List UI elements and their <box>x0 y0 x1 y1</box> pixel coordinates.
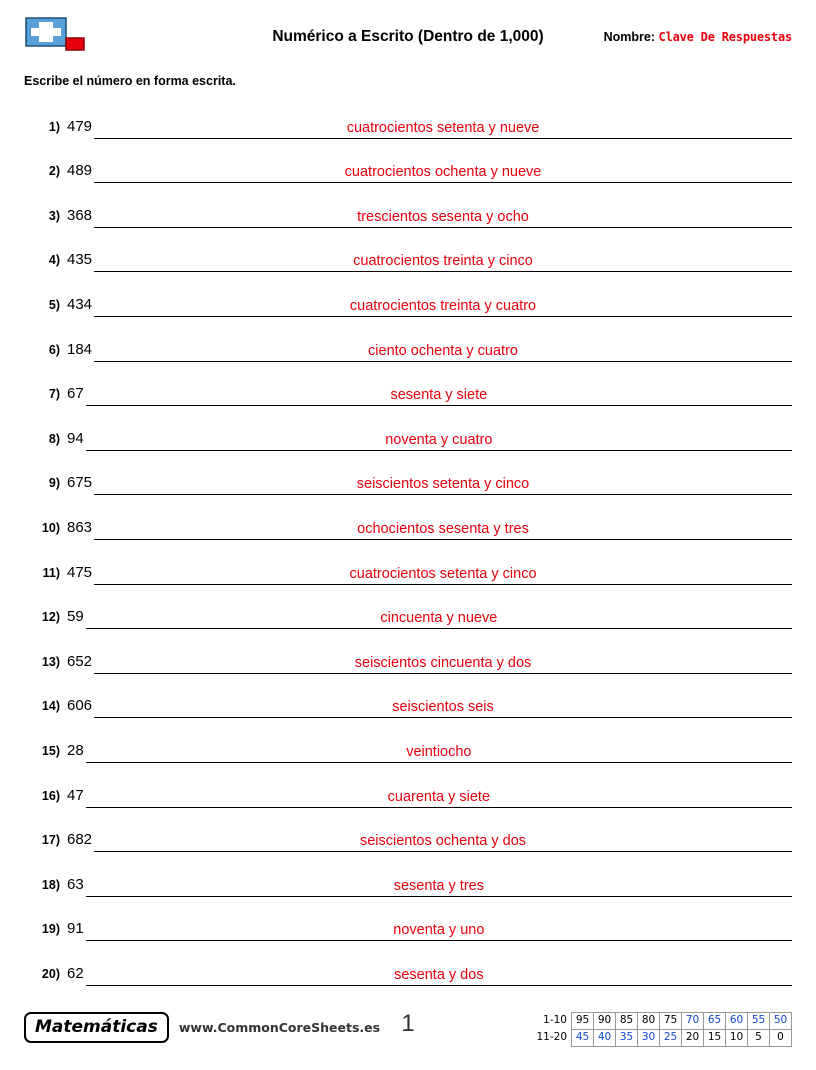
problem-row <box>30 763 792 808</box>
answer-text: seiscientos setenta y cinco <box>356 476 530 493</box>
answer-text: ochocientos sesenta y tres <box>357 520 529 537</box>
problem-row <box>30 852 792 897</box>
problem-value: 184 <box>67 340 93 358</box>
scale-cell: 50 <box>770 1013 792 1030</box>
scale-cell: 80 <box>638 1013 660 1030</box>
answer-text: cuatrocientos ochenta y nueve <box>344 164 542 181</box>
answer-line[interactable] <box>86 918 792 941</box>
answer-line[interactable] <box>86 785 792 808</box>
page-footer <box>24 1010 792 1056</box>
name-value: Clave De Respuestas <box>658 30 792 44</box>
problem-number: 11) <box>42 565 60 580</box>
problem-row <box>30 897 792 942</box>
problem-row <box>30 674 792 719</box>
page-title: Numérico a Escrito (Dentro de 1,000) <box>272 28 544 45</box>
problem-number: 20) <box>41 966 60 981</box>
problem-value: 652 <box>67 652 93 670</box>
scale-cell: 65 <box>704 1013 726 1030</box>
answer-line[interactable] <box>86 874 792 897</box>
answer-text: cuarenta y siete <box>387 788 491 805</box>
answer-text: cincuenta y nueve <box>380 610 498 627</box>
problem-value: 59 <box>67 608 84 626</box>
problem-value: 368 <box>67 206 93 224</box>
problem-value: 67 <box>67 385 84 403</box>
problem-row <box>30 228 792 273</box>
answer-text: cuatrocientos treinta y cuatro <box>349 297 537 314</box>
answer-text: noventa y cuatro <box>385 431 493 448</box>
problem-value: 479 <box>67 117 93 135</box>
scale-cell: 30 <box>638 1030 660 1047</box>
scale-cell: 60 <box>726 1013 748 1030</box>
problem-value: 91 <box>67 920 84 938</box>
problem-row <box>30 808 792 853</box>
grading-scale-table <box>533 1012 792 1047</box>
answer-text: seiscientos ochenta y dos <box>359 833 527 850</box>
answer-line[interactable] <box>94 249 792 272</box>
worksheet-page <box>0 14 816 1070</box>
answer-text: cuatrocientos setenta y nueve <box>346 119 540 136</box>
answer-line[interactable] <box>86 383 792 406</box>
problem-number: 10) <box>41 520 60 535</box>
problem-value: 434 <box>67 295 93 313</box>
scale-cell: 15 <box>704 1030 726 1047</box>
problem-value: 475 <box>67 563 93 581</box>
problem-row <box>30 139 792 184</box>
problem-value: 62 <box>67 964 84 982</box>
scale-cell: 0 <box>770 1030 792 1047</box>
answer-text: sesenta y siete <box>390 387 488 404</box>
answer-text: sesenta y dos <box>394 966 484 983</box>
table-row <box>533 1013 791 1030</box>
answer-line[interactable] <box>94 160 792 183</box>
problem-row <box>30 718 792 763</box>
problem-value: 94 <box>67 429 84 447</box>
scale-cell: 95 <box>572 1013 594 1030</box>
problem-number: 1) <box>48 119 60 134</box>
scale-cell: 35 <box>616 1030 638 1047</box>
page-header <box>24 14 792 72</box>
problem-number: 9) <box>48 476 60 491</box>
problem-row <box>30 585 792 630</box>
name-label: Nombre: <box>603 30 656 44</box>
answer-text: ciento ochenta y cuatro <box>368 342 518 359</box>
problem-number: 17) <box>41 833 60 848</box>
problem-number: 18) <box>41 877 60 892</box>
answer-text: cuatrocientos setenta y cinco <box>349 565 537 582</box>
answer-line[interactable] <box>86 963 792 986</box>
name-field <box>604 30 792 44</box>
scale-cell: 85 <box>616 1013 638 1030</box>
scale-row-label: 1-10 <box>543 1014 567 1026</box>
problem-number: 8) <box>48 431 60 446</box>
answer-line[interactable] <box>94 339 792 362</box>
answer-text: veintiocho <box>406 743 472 760</box>
problem-row <box>30 451 792 496</box>
answer-text: noventa y uno <box>393 922 485 939</box>
problem-row <box>30 272 792 317</box>
problem-row <box>30 183 792 228</box>
scale-cell: 5 <box>748 1030 770 1047</box>
answer-line[interactable] <box>94 829 792 852</box>
answer-line[interactable] <box>94 517 792 540</box>
problem-value: 863 <box>67 518 93 536</box>
problem-list <box>30 94 792 986</box>
brand-name: Matemáticas <box>24 1012 169 1043</box>
problem-number: 13) <box>41 654 60 669</box>
problem-number: 4) <box>48 253 60 268</box>
scale-cell: 55 <box>748 1013 770 1030</box>
problem-value: 606 <box>67 697 93 715</box>
instructions: Escribe el número en forma escrita. <box>24 74 236 88</box>
page-number: 1 <box>401 1010 415 1037</box>
scale-cell: 10 <box>726 1030 748 1047</box>
problem-row <box>30 941 792 986</box>
answer-line[interactable] <box>86 740 792 763</box>
scale-cell: 20 <box>682 1030 704 1047</box>
answer-text: seiscientos seis <box>392 699 494 716</box>
answer-text: trescientos sesenta y ocho <box>357 208 529 225</box>
answer-line[interactable] <box>94 695 792 718</box>
problem-number: 7) <box>48 387 60 402</box>
scale-row-label: 11-20 <box>536 1031 567 1044</box>
answer-text: sesenta y tres <box>393 877 484 894</box>
scale-cell: 75 <box>660 1013 682 1030</box>
problem-number: 6) <box>48 342 60 357</box>
answer-text: seiscientos cincuenta y dos <box>354 654 532 671</box>
scale-cell: 40 <box>594 1030 616 1047</box>
problem-number: 14) <box>41 699 60 714</box>
problem-number: 12) <box>41 610 60 625</box>
problem-row <box>30 94 792 139</box>
problem-number: 19) <box>41 922 60 937</box>
answer-line[interactable] <box>86 428 792 451</box>
problem-value: 682 <box>67 831 93 849</box>
scale-cell: 45 <box>572 1030 594 1047</box>
problem-value: 63 <box>67 875 84 893</box>
problem-row <box>30 629 792 674</box>
problem-row <box>30 540 792 585</box>
answer-line[interactable] <box>94 116 792 139</box>
problem-number: 3) <box>48 208 60 223</box>
scale-cell: 25 <box>660 1030 682 1047</box>
answer-text: cuatrocientos treinta y cinco <box>353 253 533 270</box>
answer-line[interactable] <box>94 651 792 674</box>
problem-number: 16) <box>41 788 60 803</box>
answer-line[interactable] <box>94 294 792 317</box>
scale-cell: 70 <box>682 1013 704 1030</box>
problem-value: 675 <box>67 474 93 492</box>
problem-row <box>30 495 792 540</box>
answer-line[interactable] <box>94 472 792 495</box>
site-url: www.CommonCoreSheets.es <box>178 1020 381 1035</box>
problem-value: 435 <box>67 251 93 269</box>
problem-row <box>30 317 792 362</box>
problem-number: 5) <box>48 297 60 312</box>
answer-line[interactable] <box>94 562 792 585</box>
problem-value: 47 <box>67 786 84 804</box>
answer-line[interactable] <box>86 606 792 629</box>
problem-value: 489 <box>67 162 93 180</box>
problem-row <box>30 362 792 407</box>
problem-number: 15) <box>41 743 60 758</box>
problem-row <box>30 406 792 451</box>
table-row <box>533 1030 791 1047</box>
problem-number: 2) <box>48 164 60 179</box>
problem-value: 28 <box>67 741 84 759</box>
answer-line[interactable] <box>94 205 792 228</box>
scale-cell: 90 <box>594 1013 616 1030</box>
